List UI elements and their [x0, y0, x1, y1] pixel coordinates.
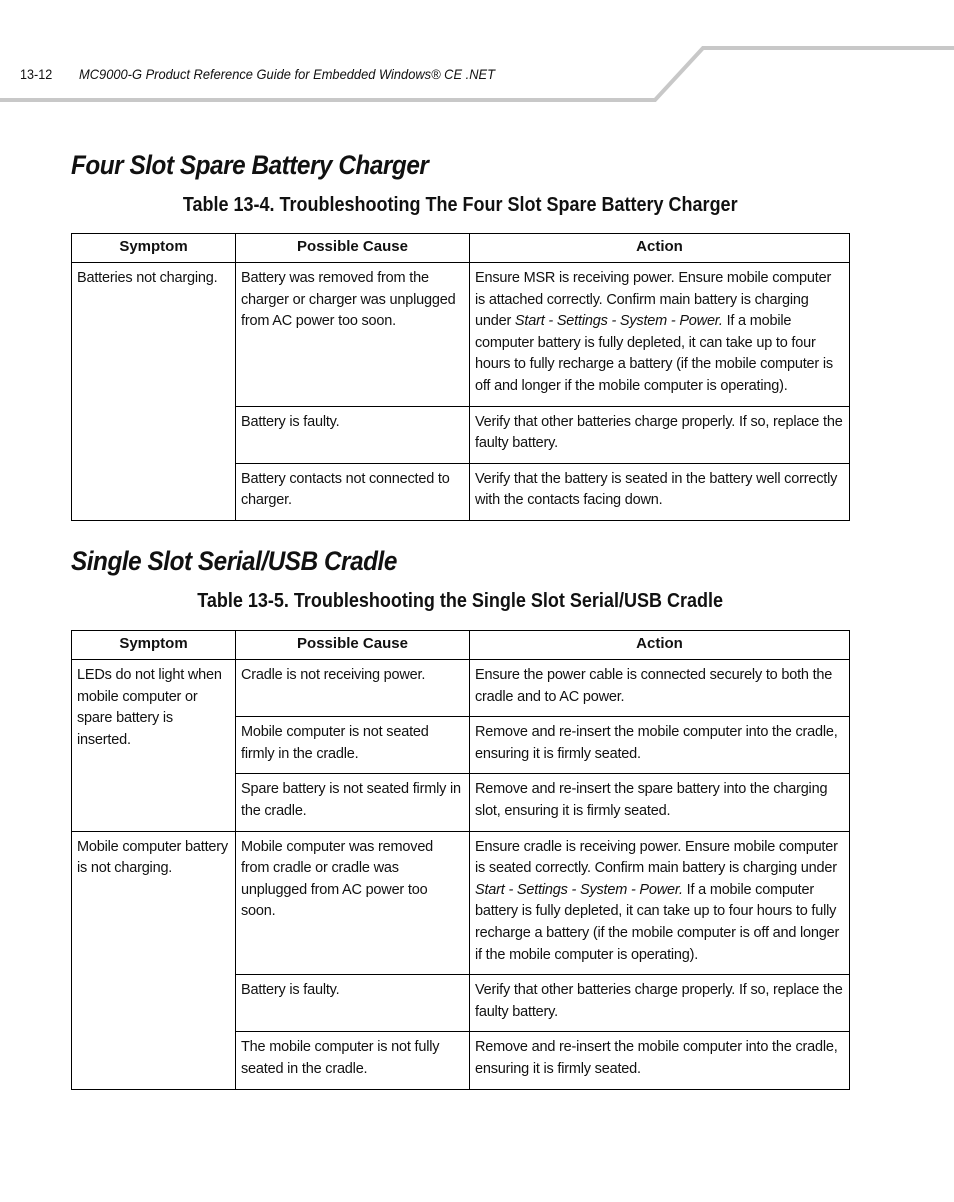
running-title: MC9000-G Product Reference Guide for Embedded Windows® CE .NET — [79, 66, 495, 82]
table-caption-13-4: Table 13-4. Troubleshooting The Four Slot Spare Battery Charger — [182, 194, 738, 216]
header-rule-graphic — [0, 0, 954, 110]
symptom-cell: LEDs do not light when mobile computer or spare battery is inserted. — [72, 660, 236, 832]
page-number: 13-12 — [20, 66, 53, 82]
table-row — [72, 263, 850, 407]
action-cell: Remove and re-insert the mobile computer into the cradle, ensuring it is firmly seated. — [470, 717, 850, 774]
cause-cell: Battery was removed from the charger or charger was unplugged from AC power too soon. — [236, 263, 470, 407]
action-cell — [470, 263, 850, 407]
action-text: Ensure MSR is receiving power. Ensure mobile computer is attached correctly. Confirm main battery is charging under — [475, 270, 832, 330]
action-cell — [470, 831, 850, 975]
symptom-cell: Batteries not charging. — [72, 263, 236, 521]
header-action: Action — [470, 234, 850, 263]
section-title-four-slot-charger: Four Slot Spare Battery Charger — [71, 150, 429, 180]
cause-cell: Mobile computer was removed from cradle or cradle was unplugged from AC power too soon. — [236, 831, 470, 975]
action-cell: Remove and re-insert the mobile computer into the cradle, ensuring it is firmly seated. — [470, 1032, 850, 1089]
table-caption-13-5: Table 13-5. Troubleshooting the Single Slot Serial/USB Cradle — [197, 590, 723, 612]
troubleshooting-table-13-5 — [71, 630, 850, 1090]
header-symptom: Symptom — [72, 234, 236, 263]
header-symptom: Symptom — [72, 631, 236, 660]
cause-cell: Cradle is not receiving power. — [236, 660, 470, 717]
action-text: Ensure cradle is receiving power. Ensure mobile computer is seated correctly. Confirm main battery is charging under — [475, 838, 838, 877]
cause-cell: Mobile computer is not seated firmly in the cradle. — [236, 717, 470, 774]
header-possible-cause: Possible Cause — [236, 234, 470, 263]
cause-cell: The mobile computer is not fully seated in the cradle. — [236, 1032, 470, 1089]
table-row — [72, 660, 850, 717]
action-text: If a mobile computer battery is fully depleted, it can take up to four hours to fully recharge a battery (if the mobile computer is off and longer if the mobile computer is operating). — [475, 313, 833, 394]
action-cell: Ensure the power cable is connected securely to both the cradle and to AC power. — [470, 660, 850, 717]
action-text: If a mobile computer battery is fully depleted, it can take up to four hours to fully recharge a battery (if the mobile computer is off and longer if the mobile computer is operating). — [475, 881, 840, 963]
settings-path: Start - Settings - System - Power. — [475, 881, 683, 898]
header-possible-cause: Possible Cause — [236, 631, 470, 660]
cause-cell: Battery contacts not connected to charger. — [236, 463, 470, 520]
cause-cell: Battery is faulty. — [236, 975, 470, 1032]
header-action: Action — [470, 631, 850, 660]
table-header-row — [72, 631, 850, 660]
table-header-row — [72, 234, 850, 263]
action-cell: Remove and re-insert the spare battery into the charging slot, ensuring it is firmly seated. — [470, 774, 850, 831]
troubleshooting-table-13-4 — [71, 233, 850, 521]
cause-cell: Battery is faulty. — [236, 406, 470, 463]
section-title-single-slot-cradle: Single Slot Serial/USB Cradle — [71, 546, 397, 576]
settings-path: Start - Settings - System - Power. — [514, 313, 723, 330]
action-cell: Verify that other batteries charge properly. If so, replace the faulty battery. — [470, 406, 850, 463]
action-cell: Verify that other batteries charge properly. If so, replace the faulty battery. — [470, 975, 850, 1032]
table-row — [72, 831, 850, 975]
action-cell: Verify that the battery is seated in the battery well correctly with the contacts facing down. — [470, 463, 850, 520]
symptom-cell: Mobile computer battery is not charging. — [72, 831, 236, 1089]
cause-cell: Spare battery is not seated firmly in the cradle. — [236, 774, 470, 831]
